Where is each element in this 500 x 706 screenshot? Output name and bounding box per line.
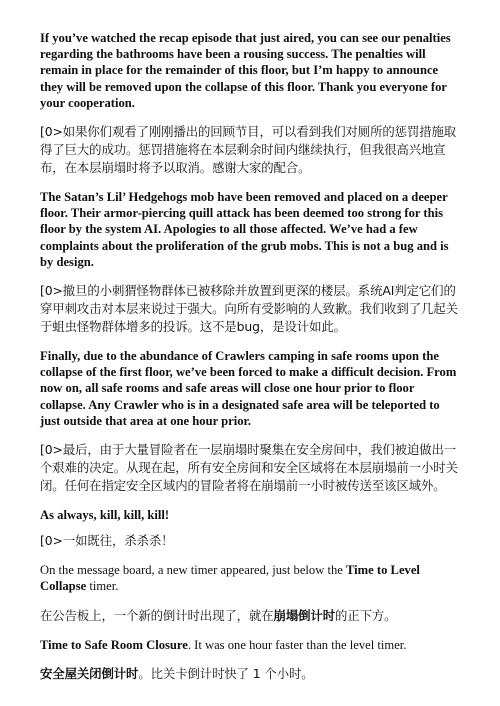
narrative-paragraph-5-zh (40, 607, 460, 625)
announcement-paragraph-3-zh: [0>最后，由于大量冒险者在一层崩塌时聚集在安全房间中，我们被迫做出一个艰难的决定。从现在起，所有安全房间和安全区域将在本层崩塌前一小时关闭。任何在指定安全区域内的冒险者将在崩塌前一小时被传送至该区域外。 (40, 442, 458, 494)
timer-name-bold: 崩塌倒计时 (273, 607, 335, 623)
narrative-paragraph-5-en (40, 562, 460, 594)
text-run: On the message board, a new timer appeared, just below the (40, 563, 346, 578)
text-run: timer. (86, 579, 119, 594)
announcement-paragraph-2-en: The Satan’s Lil’ Hedgehogs mob have been removed and placed on a deeper floor. Their armor-piercing quill attack has been deemed too strong for this floor by the system AI. Apologies to all those affected. We’ve had a few complaints about the proliferation of the grub mobs. This is not a bug and is by design. (40, 190, 449, 269)
announcement-paragraph-1-zh: [0>如果你们观看了刚刚播出的回顾节目，可以看到我们对厕所的惩罚措施取得了巨大的成功。惩罚措施将在本层剩余时间内继续执行，但我很高兴地宣布，在本层崩塌时将予以取消。感谢大家的配合。 (40, 124, 457, 176)
announcement-paragraph-2-zh: [0>撤旦的小刺猬怪物群体已被移除并放置到更深的楼层。系统AI判定它们的穿甲刺攻击对本层来说过于强大。向所有受影响的人致歉。我们收到了几起关于蛆虫怪物群体增多的投诉。这不是bug，是设计如此。 (40, 283, 458, 335)
timer-name-bold: Time to Level Collapse (40, 563, 420, 594)
text-run: 在公告板上，一个新的倒计时出现了，就在 (40, 607, 274, 623)
narrative-paragraph-6-zh (40, 665, 460, 683)
document-page (40, 30, 460, 683)
announcement-paragraph-4-zh: [0>一如既往，杀杀杀！ (40, 533, 174, 549)
announcement-paragraph-4-en: As always, kill, kill, kill! (40, 508, 170, 523)
announcement-paragraph-1-en: If you’ve watched the recap episode that just aired, you can see our penalties regarding the bathrooms have been a rousing success. The penalties will remain in place for the remainder of this floor, but I’m happy to announce they will be removed upon the collapse of this floor. Thank you everyone for your cooperation. (40, 31, 451, 110)
text-run: 的正下方。 (334, 607, 397, 623)
announcement-paragraph-3-en: Finally, due to the abundance of Crawlers camping in safe rooms upon the collapse of the first floor, we’ve been forced to make a difficult decision. From now on, all safe rooms and safe areas will close one hour prior to floor collapse. Any Crawler who is in a designated safe area will be teleported to just outside that area at one hour prior. (40, 349, 457, 428)
narrative-paragraph-6-en (40, 637, 460, 653)
text-run: 。比关卡倒计时快了 1 个小时。 (138, 665, 314, 681)
timer-name-bold: Time to Safe Room Closure (40, 637, 188, 652)
text-run: . It was one hour faster than the level timer. (187, 637, 407, 652)
timer-name-bold: 安全屋关闭倒计时 (40, 665, 139, 681)
